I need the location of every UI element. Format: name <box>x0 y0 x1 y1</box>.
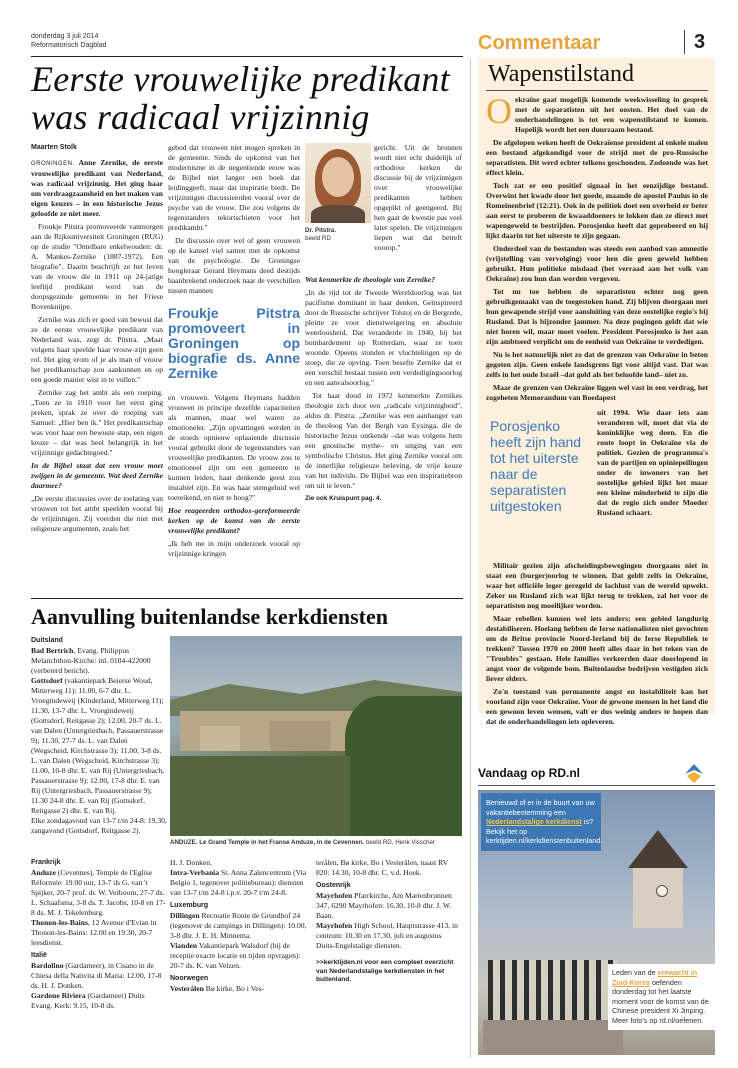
commentary-body <box>486 91 708 406</box>
service-entry: Mayrhofen High School, Hauptstrasse 413, in centrum: 10.30 en 17.30, juli en augustus Duits-Engelstalige diensten. <box>316 921 458 950</box>
service-entry: Bad Bertrich, Evang. Philippus Melanchthon-Kirche: inl. 0184-422000 (verbeterd bericht). <box>31 646 151 675</box>
country-heading: Duitsland <box>31 637 63 644</box>
country-heading: Oostenrijk <box>316 882 351 889</box>
commentary-title: Wapenstilstand <box>488 61 635 87</box>
paragraph: „De eerste discussies over de toelating van vrouwen tot het ambt speelden vooral bij de vrijzinnigen. Zij voerden die niet met religieuze argumenten, zoals het <box>31 494 163 533</box>
article-column-3 <box>305 275 462 504</box>
column-divider <box>470 58 471 1058</box>
edition-date: donderdag 3 juli 2014 <box>31 33 99 40</box>
paragraph: De afgelopen weken heeft de Oekraïense president al enkele malen een bestand afgekondigd voor de strijd met de pro-Russische separatisten. Dit werd echter telkens geschonden. Zodoende was het effect klein. <box>486 138 708 177</box>
newspaper-name: Reformatorisch Dagblad <box>31 42 107 49</box>
rd-rule <box>478 785 715 786</box>
country-heading: Frankrijk <box>31 859 61 866</box>
paragraph: Maar de grenzen van Oekraïne liggen wel vast in een verdrag, het zogeheten Memorandum van Boedapest <box>486 383 708 402</box>
services-title: Aanvulling buitenlandse kerkdiensten <box>31 604 388 629</box>
header-divider <box>684 30 685 54</box>
portrait-photo <box>305 143 371 223</box>
rd-promo-link[interactable]: Nederlandstalige kerkdienst <box>486 817 582 827</box>
paragraph: Zo'n toestand van permanente angst en instabiliteit kan het voorland zijn voor Oekraïne. Voor de gewone mensen in het land die een gewoon leven wensen, valt er dus weinig anders te hopen dan dat de onderhandelingen iets opleveren. <box>486 687 708 726</box>
paragraph: Toch zat er een positief signaal in het eenzijdige bestand. Overwint het kwade door het goede, maande de apostel Paulus in de Romeinenbrief (12:21). Ook in de politiek doet een overheid er beter aan eerst te proberen de kwaaddoeners te lokken dan ze direct met wapengeweld te bestrijden. Porosjenko heeft dat geprobeerd en hij lijkt daarin tot het uiterste te zijn gegaan. <box>486 181 708 240</box>
anduze-photo <box>170 636 462 836</box>
article-column-2 <box>168 143 300 562</box>
service-entry: Anduze (Cevennes), Temple de l'Eglise Réformée: 19.00 uur, 13-7 ds G. van 't Spijker, 20-7 prof. dr. W. Verboom, 27-7 ds. L. Schaafsma, 3-8 ds. T. Jacobs, 10-8 en 17-8 ds. M. J. Tekelenburg. <box>31 868 166 917</box>
paragraph: Nu is het natuurlijk niet zo dat de grenzen van Oekraïne in beton gegoten zijn. Geen enkele landsgrens ligt voor altijd vast. Dat was zelfs in het oude Israël –dat gold als het beloofde land– niet zo. <box>486 350 708 379</box>
service-entry: Mayrhofen Pfarrkirche, Am Marienbrunnen 347, 6290 Mayrhofen: 16.30, 10-8 dhr. J. W. Baan. <box>316 891 452 920</box>
paragraph: uit 1994. Wie daar iets aan veranderen wil, moet dat via de koninklijke weg doen. En die route loopt in Oekraïne via de politiek. Gezien de programma's van de partijen en opiniepeilingen onder de inwoners van het oostelijke gebied lijkt het maar een kleine minderheid te zijn die dat de regio zich onder Moeder Rusland schaart. <box>597 408 708 517</box>
service-entry: Thonon-les-Bains, 12 Avenue d'Evian in Thonon-les-Bains: 12.00 en 19.30, 20-7 leesdienst. <box>31 918 157 947</box>
commentary-body-2 <box>486 561 708 730</box>
services-top-rule <box>31 598 463 599</box>
paragraph: Maar rebellen kunnen wel iets anders: een gebied langdurig destabiliseren. Hoelang hebben de Ierse nationalisten niet gevochten om de Britse provincie Noord-Ierland bij de Ierse Republiek te trekken? Tussen 1970 en 2000 heeft alles daar in het teken van de "Troubles" gestaan. Hele families verkeerden daar doorlopend in angst voor de volgende bom. Buitenlandse bedrijven vestigden zich liever elders. <box>486 614 708 683</box>
paragraph: Tot nu toe hebben de separatisten echter nog geen gebruikgemaakt van de toegestoken hand. Zij blijven doorgaan met hun gewapende strijd voor aansluiting van deze oostelijke regio's bij Rusland. Dat is bijzonder jammer. Na deze pogingen geldt dat wie niet horen wil, maar moet voelen. President Porosjenko is het aan zijn ambtseed verplicht om de eenheid van Oekraïne te verdedigen. <box>486 287 708 346</box>
country-heading: Luxemburg <box>170 902 209 909</box>
country-heading: Noorwegen <box>170 975 209 982</box>
kerktijden-link[interactable]: >>kerktijden.nl voor een compleet overzicht van Nederlandstalige kerkdiensten in het buitenland. <box>316 959 454 983</box>
services-column-1 <box>31 636 167 836</box>
header-rule <box>31 56 463 57</box>
article-headline-line1: Eerste vrouwelijke predikant <box>31 59 450 99</box>
portrait-caption: Dr. Pitstra. beeld RD <box>305 227 336 242</box>
paragraph: „In de tijd tot de Tweede Wereldoorlog was het pacifisme dominant in haar denken. Geïnspireerd door de Russische schrijver Tolstoj en de Bergrede, pleitte ze voor dienstweigering en absolute weerloosheid. Dat veranderde in 1940, bij het bombardement op Rotterdam, waar ze toen woonde. Opeens stonden er vluchtelingen op de stoep, die ze opving. Toen besefte Zernike dat er een verschil bestaat tussen een verdedigingsoorlog en een aanvalsoorlog." <box>305 288 462 387</box>
anduze-caption: ANDUZE. Le Grand Temple in het Franse Anduze, in de Cevennen. beeld RD, Henk Visscher <box>170 839 435 846</box>
pull-quote: Froukje Pitstra promoveert in Groningen op biografie ds. Anne Zernike <box>168 305 300 381</box>
paragraph: Oekraïne gaat mogelijk komende weekwisseling in gesprek met de separatisten uit het oosten. Het doel van de onderhandelingen is tot een wapenstilstand te komen. Hopelijk wordt het een duurzaam bestand. <box>486 91 708 134</box>
commentary-rule <box>486 90 708 91</box>
article-headline-line2: was radicaal vrijzinnig <box>31 97 370 137</box>
service-entry: Dillingen Recreatie Route de Grundhof 24 (tegenover de campings in Dillingen): 10.00, 3-8 dhr. J. E. H. Minnema. <box>170 911 307 940</box>
service-entry: Elke zondagavond van 13-7 t/m 24-8: 19.30, zangavond (Gottsdorf, Reitgasse 2). <box>31 816 167 835</box>
drop-cap: O <box>486 91 512 131</box>
rd-logo-icon <box>683 762 705 784</box>
article-column-1 <box>31 143 163 537</box>
service-entry: H. J. Donken. <box>170 858 212 867</box>
service-entry: Intra-Verbania St. Anna Zalencentrum (Via Belgio 1, tegenover politiebureau): diensten van 13-7 t/m 24-8 i.p.v. 20-7 t/m 24-8. <box>170 868 307 897</box>
author: Maarten Stolk <box>31 144 77 151</box>
service-entry: Gardone Riviera (Gardameer) Duits Evang. Kerk: 9.15, 10-8 ds. <box>31 991 145 1010</box>
rd-promo-title: Vandaag op RD.nl <box>478 766 581 780</box>
services-column-2 <box>170 858 310 994</box>
article-column-3-top <box>374 143 462 256</box>
country-heading: Italië <box>31 952 47 959</box>
service-entry: terålen, Bø kirke, Bo i Vesterålen, naast RV 820: 14.30, 10-8 dhr. C. v.d. Hoek. <box>316 858 448 877</box>
paragraph: Zernike was zich er goed van bewust dat ze de eerste vrouwelijke predikant van Nederland was, zegt dr. Pitstra. „Maar volgens haar speelde haar vrouw-zijn geen rol. Het ging erom of je als man of vrouw het predikantschap zou aankunnen en op een goede manier wist in te vullen." <box>31 315 163 384</box>
rd-photo-caption: Leden van de erewacht in Zuid-Korea oefenden donderdag tot het laatste moment voor de komst van de Chinese president Xi Jinping. Meer foto's op rd.nl/oefenen. <box>608 964 716 1030</box>
paragraph: gericht. Uit de bronnen wordt niet echt duidelijk of orthodoxe kerken de discussie bij de vrijzinnigen over vrouwelijke predikanten hebben opgepikt of geengeerd. Bij hen gaat de kwestie pas veel later spelen. De vrijzinnigen liepen wat dat betreft voorop." <box>374 143 462 252</box>
service-entry: Vesterålen Bø kirke, Bo i Ves- <box>170 984 265 993</box>
service-entry: Gottsdorf (vakantiepark Beierse Woud, Mitterweg 11): 11.00, 6-7 dhr. L. Vroegindeweij (Kinderland, Mitterweg 11); 11.30, 13-7 dhr. L. Vroegindeweij (Gottsdorf, Reitgasse 2); 12.00, 20-7 ds. L. van Dalen (Untergriesbach, Passauerstrasse 9); 11.30, 27-7 ds. L. van Dalen (Wegscheid, Kirchstrasse 3); 11.00, 3-8 ds. L. van Dalen (Wegscheid, Kirchstrasse 3); 11.00, 10-8 dhr. E. van Rij (Untergriesbach, Passauerstrasse 9); 12.00, 17-8 dhr. E. van Rij (Untergriesbach, Passauerstrasse 9); 11.30 24-8 dhr. E. van Rij (Gottsdorf, Reitgasse 2) dhr. E. van Rij. <box>31 676 165 815</box>
paragraph: De discussie over wel of geen vrouwen op de kansel viel samen met de opkomst van de psychologie. De Groningse hoogleraar Gerard Heymans deed destijds baanbrekend onderzoek naar de verschillen tussen mannen <box>168 236 300 295</box>
services-column-3 <box>316 858 462 985</box>
service-entry: Vianden Vakantiepark Walsdorf (bij de receptie exacte locatie en tijden opvragen): 20-7 ds. K. van Velzen. <box>170 941 301 970</box>
interview-question: Wat kenmerkte de theologie van Zernike? <box>305 275 435 284</box>
commentary-body-wrap <box>597 408 708 521</box>
paragraph: Froukje Pitstra promoveerde vanmorgen aan de Rijksuniversiteit Groningen (RUG) op de studie "Ontelbare enkelwouden: dr. A. Mankes-Zernike (1887-1972). Een biografie". Daarin beschrijft ze het leven van de vrouw die in 1911 op 24-jarige leeftijd predikant werd van de doopsgezinde gemeente in het Friese Bovenknijpe. <box>31 222 163 311</box>
page-number: 3 <box>694 31 706 53</box>
article-lead: GRONINGEN. Anne Zernike, de eerste vrouwelijke predikant van Nederland, was radicaal vrijzinnig. Het ging haar om verdraagzaamheid en het maken van eigen keuzes – in een historische Jezus geloofde ze niet meer. <box>31 158 164 218</box>
interview-question: In de Bijbel staat dat een vrouw moet zwijgen in de gemeente. Wat deed Zernike daarmee? <box>31 461 163 490</box>
service-entry: Bardolino (Gardameer), in Cisano in de Chiesa della Nativita di Maria: 12.00, 17-8 ds. H. J. Donken. <box>31 961 162 990</box>
rd-caption-link[interactable]: erewacht in Zuid-Korea <box>612 968 698 987</box>
paragraph: en vrouwen. Volgens Heymans hadden vrouwen in principe dezelfde capaciteiten als mannen, maar wel waren ze emotioneler. „Zijn opvattingen werden in de stoeds opnieuw oplaaiende discussie vooral gebruikt door de tegenstanders van vrouwelijke predikanten. De vrouw zou te emotioneel zijn om een gemeente te kunnen leiden, haar denkende geest zou instabiel zijn. En was haar stemgeluid wel toereikend, en niet te hoog?" <box>168 393 300 502</box>
paragraph: Zernike zag het ambt als een roeping. „Toen ze in 1910 voor het eerst ging preken, sprak ze over de roeping van Samuel: „Hier ben ik." Het predikantschap was voor haar een bewuste stap, een eigen keuze – dat was heel belangrijk in het vrijzinnige gedachtegoed." <box>31 388 163 457</box>
interview-question: Hoe reageerden orthodox-gereformeerde kerken op de komst van de eerste vrouwelijke predikant? <box>168 506 300 535</box>
commentary-pull-quote: Porosjenko heeft zijn hand tot het uiterste naar de separatisten uitgestoken <box>490 418 582 514</box>
paragraph: Onderdeel van de bestanden was steeds een aanbod van amnestie (vrijstelling van vervolging) voor hen die geen geweld hebben gebruikt. Hun politieke misdaad (het verraad aan het volk van Oekraïne) zou hun dan worden vergeven. <box>486 244 708 283</box>
section-title: Commentaar <box>478 32 601 54</box>
paragraph: „Ik heb me in mijn onderzoek vooral op vrijzinnige kringen <box>168 539 300 558</box>
see-also: Zie ook Kruispunt pag. 4. <box>305 495 382 502</box>
paragraph: Militair gezien zijn afscheidingsbewegingen doorgaans niet in staat een (burger)oorlog te winnen. Dat geldt zelfs in Oekraïne, waar het officiële leger geregeld de lachlust van de wereld opwekt. Zeker nu Rusland zich wat lijkt terug te trekken, zal het voor de separatisten nog moeilijker worden. <box>486 561 708 610</box>
services-column-1b <box>31 858 167 1011</box>
paragraph: Tot haar dood in 1972 kenmerkte Zernikes theologie zich door een „radicale vrijzinnigheid", aldus dr. Pitstra. „Zernike was een aanhanger van de theoloog Van der Bergh van Eysinga, die de historische Jezus ontkende –dat was volgens hem een gnostische mythe– en uitging van een symbolische Christus. Het ging Zernike vooral om de innerlijke religieuze beleving, de vrije keuze van het individu. De Bijbel was een inspiratiebron om uit te leven." <box>305 391 462 490</box>
rd-promo-card[interactable]: Benieuwd of er in de buurt van uw vakantiebestemming een Nederlandstalige kerkdienst is? Bekijk het op kerktijden.nl/kerkdienstenbuitenland. <box>481 793 601 851</box>
paragraph: gebod dat vrouwen niet mogen spreken in de gemeente. Sinds de opkomst van het modernisme in de negentiende eeuw was de Bijbel niet langer een boek dat leidinggeeft, maar dat inspiratie biedt. De vrijzinnigen discussieerden vooral over de psyche van de vrouw. Die zou volgens de tegenstanders tekortschieten voor het predikambt." <box>168 143 300 232</box>
